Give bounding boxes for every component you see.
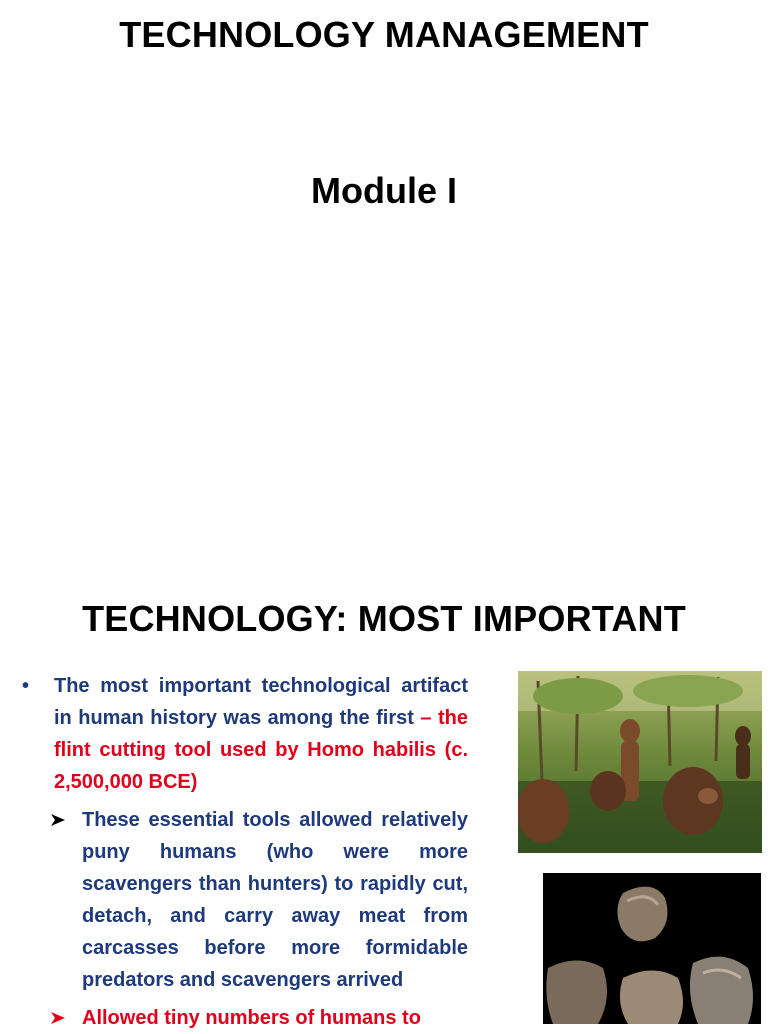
module-subtitle: Module I xyxy=(311,170,457,211)
sub-bullet-text: These essential tools allowed relatively puny humans (who were more scavengers than hunters) to rapidly cut, detach, and carry away meat from carcasses before more formidable predators and scavengers arrived xyxy=(82,809,468,991)
sub-bullet-item xyxy=(50,804,468,996)
bullet-item xyxy=(20,670,468,798)
sub-bullet-text-highlight: Allowed tiny numbers of humans to xyxy=(82,1007,421,1029)
bullet-list xyxy=(20,670,468,1034)
bullet-highlight: – the flint cutting tool used by Homo habilis (c. 2,500,000 BCE) xyxy=(54,707,468,793)
sub-bullet-item xyxy=(50,1002,468,1034)
arrow-bullet-icon xyxy=(50,804,82,996)
bullet-paragraph xyxy=(54,670,468,798)
flint-tools-photo xyxy=(543,873,761,1024)
section-title: TECHNOLOGY: MOST IMPORTANT xyxy=(82,598,686,639)
arrow-bullet-icon xyxy=(50,1002,82,1034)
slide-title: TECHNOLOGY MANAGEMENT xyxy=(119,14,649,55)
bullet-dot-icon: • xyxy=(22,675,30,697)
bullet-text: The most important technological artifact in human history was among the first xyxy=(54,675,468,729)
early-hominids-photo xyxy=(518,671,762,853)
